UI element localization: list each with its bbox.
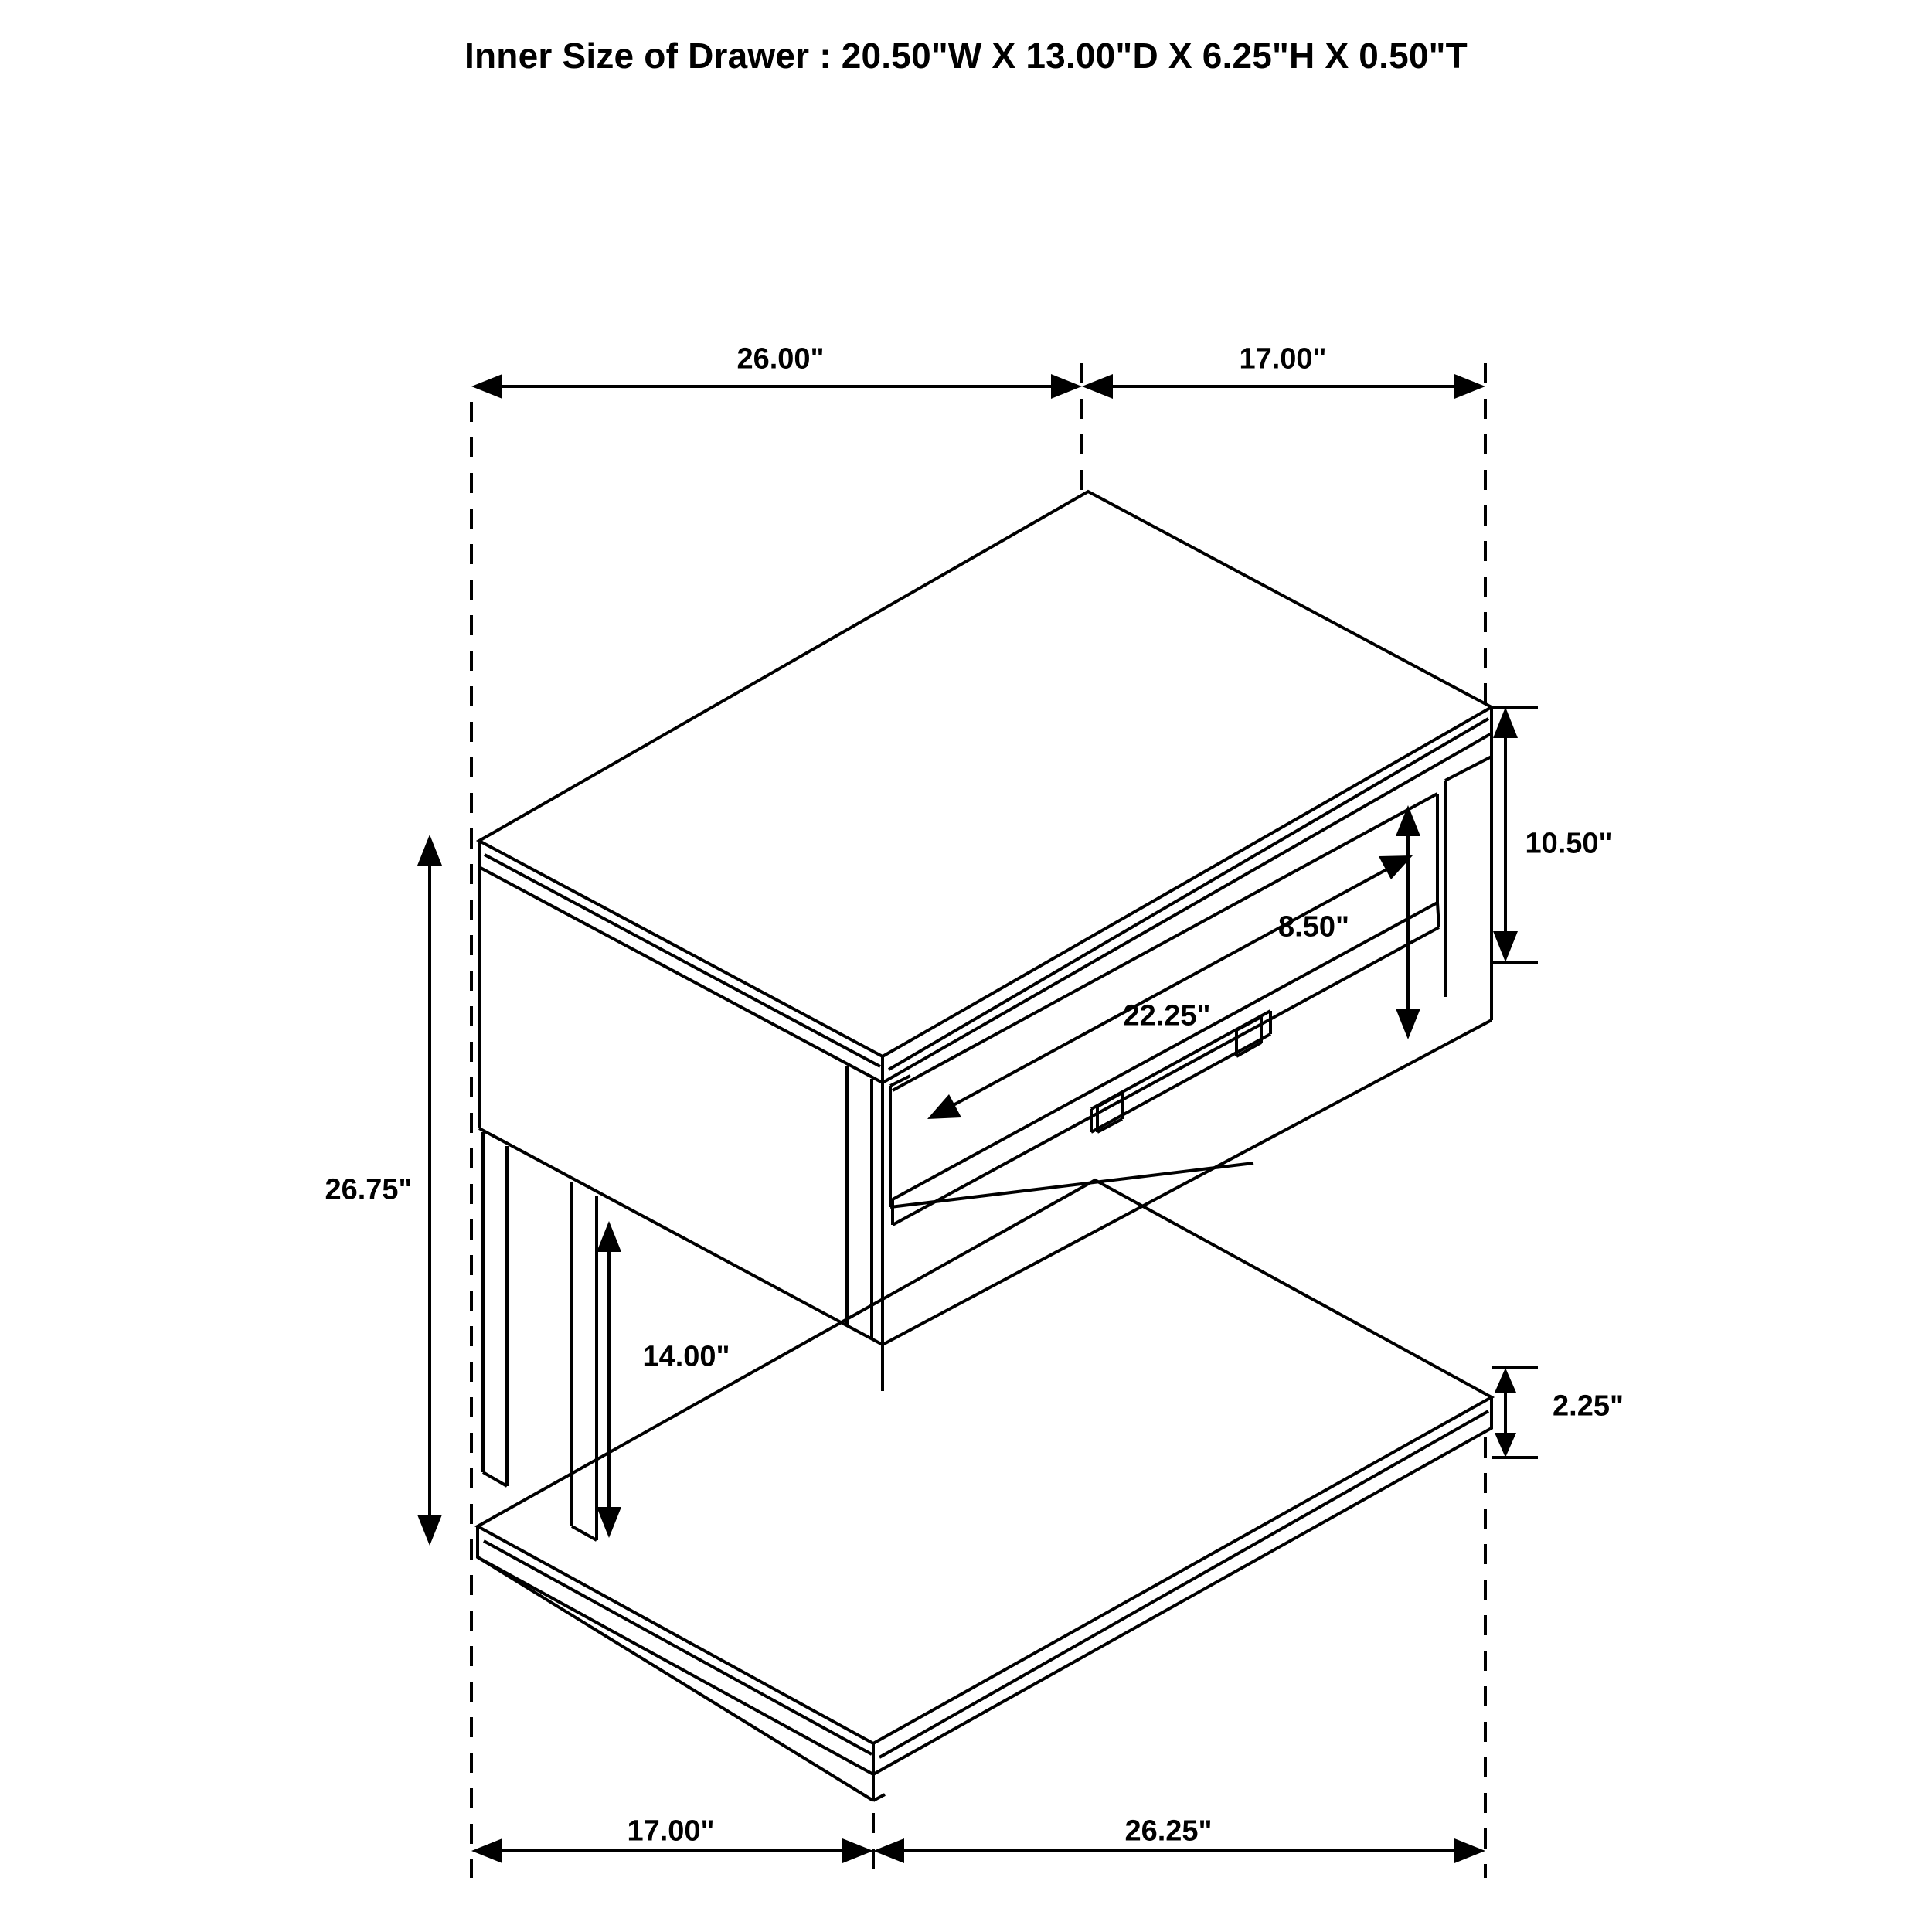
dim-label-base-thickness: 2.25" [1553, 1389, 1624, 1423]
dim-label-drawer-height: 8.50" [1278, 910, 1349, 944]
dim-overall-height [417, 835, 442, 1546]
extension-lines [471, 363, 1485, 1878]
dim-label-bottom-left: 17.00" [627, 1815, 715, 1848]
dim-label-leg-height: 14.00" [642, 1340, 730, 1373]
legs [483, 1132, 883, 1540]
dim-base-thickness [1492, 1368, 1538, 1458]
dim-label-drawer-width: 22.25" [1123, 999, 1211, 1032]
dim-top-left [471, 374, 1082, 399]
dim-label-top-right: 17.00" [1239, 342, 1327, 376]
dim-label-overall-height: 26.75" [325, 1173, 413, 1206]
dim-label-top-left: 26.00" [736, 342, 825, 376]
top-panel [479, 492, 1492, 1083]
page-title: Inner Size of Drawer : 20.50"W X 13.00"D X 6.25"H X 0.50"T [464, 36, 1468, 76]
dim-top-right [1082, 374, 1485, 399]
dim-label-upper-height: 10.50" [1525, 827, 1613, 860]
dim-leg-height [597, 1221, 621, 1538]
base-shelf [478, 1180, 1492, 1801]
dim-label-bottom-right: 26.25" [1124, 1815, 1213, 1848]
